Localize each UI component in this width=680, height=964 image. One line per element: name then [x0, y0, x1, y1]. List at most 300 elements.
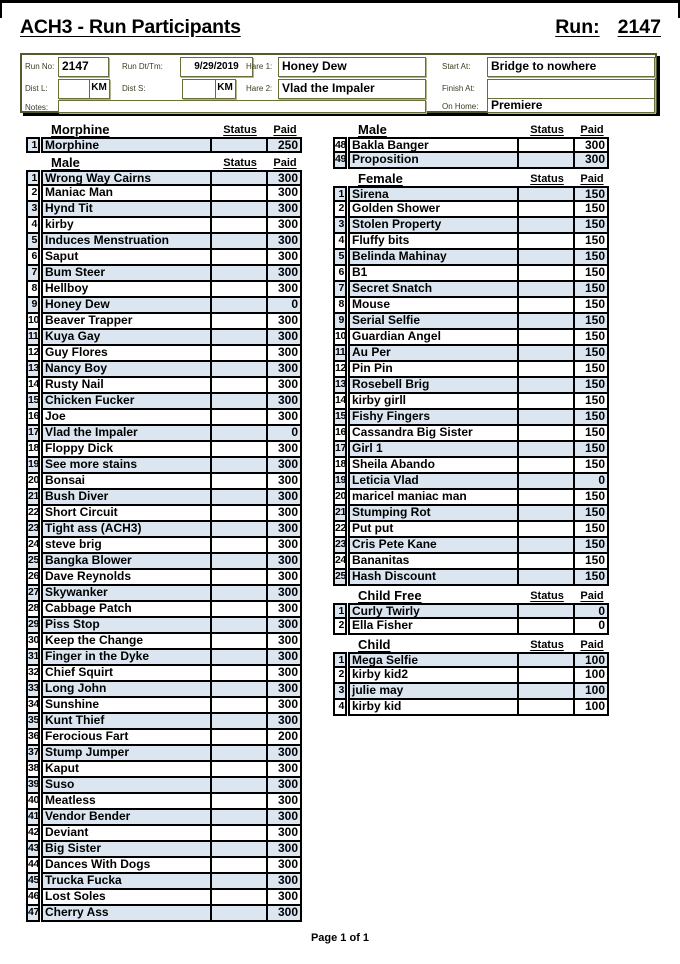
section-table [333, 652, 609, 716]
status-cell [517, 394, 573, 408]
section-header [333, 586, 609, 603]
paid-cell: 150 [573, 554, 607, 568]
participant-name: Big Sister [45, 842, 102, 855]
participant-name: kirby kid2 [352, 668, 409, 681]
paid-cell: 300 [266, 202, 300, 216]
participant-name: Hellboy [45, 282, 89, 295]
row-main [41, 378, 302, 394]
paid-cell: 300 [266, 282, 300, 296]
participant-name: Saput [45, 250, 79, 263]
status-cell [210, 410, 266, 424]
row-number: 21 [333, 506, 347, 522]
row-number: 5 [26, 234, 40, 250]
paid-cell: 0 [266, 426, 300, 440]
paid-cell: 150 [573, 410, 607, 424]
paid-cell: 300 [266, 458, 300, 472]
paid-cell: 300 [266, 858, 300, 872]
paid-cell: 150 [573, 570, 607, 584]
participant-name: Lost Soles [45, 890, 106, 903]
paid-cell: 300 [266, 234, 300, 248]
row-number: 44 [26, 858, 40, 874]
status-cell [517, 362, 573, 376]
row-number: 6 [26, 250, 40, 266]
row-number: 11 [26, 330, 40, 346]
status-cell [517, 442, 573, 456]
table-row [26, 906, 302, 922]
row-number: 17 [26, 426, 40, 442]
status-cell [210, 634, 266, 648]
paid-cell: 150 [573, 458, 607, 472]
hare1-label: Hare 1: [246, 62, 273, 71]
row-number: 14 [26, 378, 40, 394]
table-row [26, 218, 302, 234]
table-row [26, 762, 302, 778]
row-number: 9 [26, 298, 40, 314]
hare1-field[interactable]: Honey Dew [278, 57, 426, 77]
row-number: 43 [26, 842, 40, 858]
row-number: 16 [26, 410, 40, 426]
status-column-header: Status [530, 639, 564, 651]
row-number: 19 [333, 474, 347, 490]
dist-l-field[interactable] [58, 79, 90, 99]
status-cell [517, 139, 573, 151]
status-cell [210, 650, 266, 664]
row-main [41, 698, 302, 714]
status-cell [517, 619, 573, 633]
paid-cell: 150 [573, 330, 607, 344]
paid-cell: 150 [573, 314, 607, 328]
paid-cell: 0 [573, 474, 607, 488]
start-at-field[interactable]: Bridge to nowhere [487, 57, 655, 77]
participant-name: Serial Selfie [352, 314, 421, 327]
table-row [333, 250, 609, 266]
row-number: 7 [333, 282, 347, 298]
paid-cell: 300 [266, 650, 300, 664]
table-row [26, 602, 302, 618]
status-cell [517, 668, 573, 682]
status-cell [210, 826, 266, 840]
paid-cell: 150 [573, 522, 607, 536]
row-main [41, 906, 302, 922]
paid-cell: 300 [266, 842, 300, 856]
table-row [333, 570, 609, 586]
paid-cell: 300 [266, 378, 300, 392]
run-label: Run: [555, 16, 600, 38]
row-main [41, 810, 302, 826]
table-row [26, 137, 302, 153]
row-number: 8 [333, 298, 347, 314]
paid-cell: 300 [266, 410, 300, 424]
table-row [26, 170, 302, 186]
status-cell [517, 218, 573, 232]
section-header [333, 635, 609, 652]
table-row [333, 619, 609, 635]
participants-column-left [26, 120, 302, 922]
table-row [26, 314, 302, 330]
paid-column-header: Paid [580, 124, 604, 136]
table-row [333, 330, 609, 346]
participant-name: Piss Stop [45, 618, 100, 631]
participant-name: Dances With Dogs [45, 858, 151, 871]
row-number: 19 [26, 458, 40, 474]
table-row [333, 506, 609, 522]
row-number: 1 [333, 603, 347, 619]
status-cell [210, 554, 266, 568]
row-number: 5 [333, 250, 347, 266]
paid-cell: 150 [573, 506, 607, 520]
row-main [348, 153, 609, 169]
paid-cell: 300 [573, 153, 607, 167]
row-number: 24 [333, 554, 347, 570]
status-cell [517, 188, 573, 200]
row-main [348, 218, 609, 234]
run-dt-field[interactable]: 9/29/2019 [180, 57, 253, 77]
paid-cell: 150 [573, 490, 607, 504]
status-cell [517, 700, 573, 714]
table-row [333, 202, 609, 218]
dist-s-field[interactable] [182, 79, 216, 99]
table-row [26, 490, 302, 506]
table-row [26, 714, 302, 730]
table-row [26, 474, 302, 490]
table-row [26, 298, 302, 314]
paid-cell: 250 [266, 139, 300, 151]
row-number: 41 [26, 810, 40, 826]
paid-cell: 300 [266, 474, 300, 488]
paid-column-header: Paid [580, 173, 604, 185]
row-main [348, 619, 609, 635]
page-frame-top [0, 0, 680, 3]
paid-cell: 300 [266, 634, 300, 648]
table-row [26, 570, 302, 586]
paid-cell: 300 [266, 522, 300, 536]
row-number: 2 [333, 668, 347, 684]
participant-name: Keep the Change [45, 634, 144, 647]
paid-cell: 300 [266, 266, 300, 280]
row-main [348, 137, 609, 153]
table-row [26, 554, 302, 570]
participant-name: Au Per [352, 346, 391, 359]
table-row [26, 410, 302, 426]
participant-name: Bush Diver [45, 490, 109, 503]
status-cell [210, 666, 266, 680]
row-number: 31 [26, 650, 40, 666]
participant-name: steve brig [45, 538, 102, 551]
table-row [26, 330, 302, 346]
row-main [348, 378, 609, 394]
row-main [41, 666, 302, 682]
status-cell [210, 426, 266, 440]
participant-name: Leticia Vlad [352, 474, 419, 487]
row-main [41, 714, 302, 730]
row-number: 28 [26, 602, 40, 618]
row-main [41, 746, 302, 762]
status-cell [210, 362, 266, 376]
row-number: 1 [26, 137, 40, 153]
paid-cell: 300 [573, 139, 607, 151]
table-row [26, 618, 302, 634]
participant-name: Joe [45, 410, 66, 423]
paid-cell: 300 [266, 362, 300, 376]
row-number: 32 [26, 666, 40, 682]
status-cell [210, 378, 266, 392]
paid-cell: 300 [266, 506, 300, 520]
row-main [41, 282, 302, 298]
participant-name: Vlad the Impaler [45, 426, 138, 439]
paid-cell: 300 [266, 874, 300, 888]
start-at-label: Start At: [442, 62, 471, 71]
status-cell [517, 250, 573, 264]
table-row [333, 442, 609, 458]
status-column-header: Status [530, 590, 564, 602]
status-cell [210, 202, 266, 216]
status-cell [517, 654, 573, 666]
participant-name: Fishy Fingers [352, 410, 431, 423]
dist-l-unit: KM [89, 79, 110, 99]
row-number: 4 [26, 218, 40, 234]
section-title: Female [358, 171, 403, 186]
status-cell [517, 458, 573, 472]
table-row [26, 538, 302, 554]
paid-cell: 300 [266, 890, 300, 904]
paid-cell: 300 [266, 826, 300, 840]
finish-at-label: Finish At: [442, 84, 475, 93]
page-frame-left [0, 0, 2, 18]
row-number: 12 [26, 346, 40, 362]
section-header [333, 120, 609, 137]
participant-name: See more stains [45, 458, 138, 471]
row-main [41, 826, 302, 842]
row-number: 14 [333, 394, 347, 410]
participant-name: Bakla Banger [352, 139, 429, 151]
participant-name: Kunt Thief [45, 714, 105, 727]
table-row [333, 394, 609, 410]
status-cell [210, 890, 266, 904]
row-main [348, 266, 609, 282]
status-cell [517, 282, 573, 296]
row-main [348, 522, 609, 538]
row-main [41, 586, 302, 602]
table-row [333, 282, 609, 298]
row-main [41, 858, 302, 874]
section-header [26, 120, 302, 137]
table-row [26, 202, 302, 218]
row-number: 1 [26, 170, 40, 186]
run-no-field[interactable]: 2147 [58, 57, 109, 77]
participant-section [26, 120, 302, 153]
status-cell [210, 522, 266, 536]
row-main [41, 234, 302, 250]
participant-name: Kuya Gay [45, 330, 101, 343]
row-number: 34 [26, 698, 40, 714]
table-row [333, 490, 609, 506]
participant-name: Girl 1 [352, 442, 383, 455]
paid-cell: 300 [266, 794, 300, 808]
participant-name: Bananitas [352, 554, 410, 567]
participant-name: Mega Selfie [352, 654, 419, 666]
participant-name: Sunshine [45, 698, 100, 711]
hare2-field[interactable]: Vlad the Impaler [278, 79, 426, 99]
section-title: Child [358, 637, 391, 652]
participant-name: Guy Flores [45, 346, 108, 359]
row-number: 20 [333, 490, 347, 506]
run-info-box [20, 53, 657, 113]
page-footer: Page 1 of 1 [310, 932, 370, 944]
status-cell [210, 842, 266, 856]
status-cell [210, 298, 266, 312]
table-row [26, 522, 302, 538]
paid-cell: 300 [266, 554, 300, 568]
row-main [41, 538, 302, 554]
row-number: 16 [333, 426, 347, 442]
participant-name: Bum Steer [45, 266, 106, 279]
row-number: 13 [333, 378, 347, 394]
table-row [26, 666, 302, 682]
status-cell [210, 346, 266, 360]
participant-name: Maniac Man [45, 186, 114, 199]
table-row [26, 634, 302, 650]
paid-cell: 300 [266, 172, 300, 184]
row-main [41, 490, 302, 506]
paid-column-header: Paid [273, 124, 297, 136]
row-number: 37 [26, 746, 40, 762]
paid-cell: 300 [266, 762, 300, 776]
status-cell [210, 139, 266, 151]
participant-name: Floppy Dick [45, 442, 114, 455]
row-main [41, 362, 302, 378]
row-main [41, 618, 302, 634]
table-row [333, 522, 609, 538]
row-number: 7 [26, 266, 40, 282]
hare2-label: Hare 2: [246, 84, 273, 93]
row-main [41, 186, 302, 202]
table-row [26, 586, 302, 602]
paid-cell: 300 [266, 602, 300, 616]
paid-cell: 300 [266, 218, 300, 232]
row-number: 10 [333, 330, 347, 346]
table-row [333, 700, 609, 716]
paid-cell: 150 [573, 538, 607, 552]
status-cell [210, 538, 266, 552]
paid-cell: 300 [266, 810, 300, 824]
notes-field[interactable] [58, 100, 426, 113]
row-main [41, 506, 302, 522]
row-main [348, 298, 609, 314]
participant-name: Hash Discount [352, 570, 437, 583]
participant-section [26, 153, 302, 922]
row-number: 6 [333, 266, 347, 282]
paid-cell: 150 [573, 442, 607, 456]
participant-name: Nancy Boy [45, 362, 108, 375]
row-number: 9 [333, 314, 347, 330]
row-number: 24 [26, 538, 40, 554]
participant-name: julie may [352, 684, 404, 697]
section-header [333, 169, 609, 186]
dist-s-label: Dist S: [122, 84, 146, 93]
status-cell [210, 810, 266, 824]
row-main [348, 234, 609, 250]
participant-name: Wrong Way Cairns [45, 172, 152, 184]
row-number: 10 [26, 314, 40, 330]
row-number: 1 [333, 652, 347, 668]
participant-section [333, 586, 609, 635]
participants-column-right [333, 120, 609, 716]
row-number: 15 [333, 410, 347, 426]
row-number: 22 [26, 506, 40, 522]
row-main [41, 250, 302, 266]
participant-section [333, 169, 609, 586]
participant-name: Finger in the Dyke [45, 650, 150, 663]
status-cell [210, 874, 266, 888]
table-row [26, 698, 302, 714]
paid-cell: 150 [573, 426, 607, 440]
table-row [333, 652, 609, 668]
row-main [348, 538, 609, 554]
table-row [26, 362, 302, 378]
paid-cell: 300 [266, 186, 300, 200]
row-main [348, 346, 609, 362]
row-number: 23 [333, 538, 347, 554]
paid-cell: 300 [266, 490, 300, 504]
participant-name: Put put [352, 522, 394, 535]
status-cell [517, 490, 573, 504]
paid-cell: 300 [266, 682, 300, 696]
row-number: 8 [26, 282, 40, 298]
row-number: 22 [333, 522, 347, 538]
row-number: 23 [26, 522, 40, 538]
paid-cell: 300 [266, 746, 300, 760]
row-main [348, 506, 609, 522]
status-cell [210, 474, 266, 488]
finish-at-field[interactable] [487, 79, 655, 99]
participant-name: Rosebell Brig [352, 378, 430, 391]
row-main [348, 570, 609, 586]
row-main [348, 652, 609, 668]
row-main [348, 554, 609, 570]
table-row [333, 554, 609, 570]
paid-column-header: Paid [580, 639, 604, 651]
table-row [26, 282, 302, 298]
participant-name: Skywanker [45, 586, 108, 599]
participant-name: Vendor Bender [45, 810, 131, 823]
status-cell [210, 250, 266, 264]
participant-name: Ella Fisher [352, 619, 413, 632]
table-row [26, 394, 302, 410]
run-header [555, 16, 661, 39]
status-column-header: Status [530, 173, 564, 185]
participant-name: Bonsai [45, 474, 86, 487]
status-cell [517, 570, 573, 584]
participant-name: B1 [352, 266, 368, 279]
participant-name: Cherry Ass [45, 906, 109, 919]
table-row [333, 186, 609, 202]
paid-cell: 150 [573, 298, 607, 312]
table-row [333, 234, 609, 250]
participant-name: Cabbage Patch [45, 602, 132, 615]
row-number: 27 [26, 586, 40, 602]
participant-name: Trucka Fucka [45, 874, 122, 887]
row-main [41, 266, 302, 282]
paid-cell: 0 [266, 298, 300, 312]
on-home-field[interactable]: Premiere [487, 98, 655, 113]
paid-cell: 300 [266, 666, 300, 680]
table-row [333, 474, 609, 490]
row-main [41, 394, 302, 410]
row-main [348, 490, 609, 506]
table-row [26, 842, 302, 858]
status-cell [210, 186, 266, 200]
row-main [41, 314, 302, 330]
